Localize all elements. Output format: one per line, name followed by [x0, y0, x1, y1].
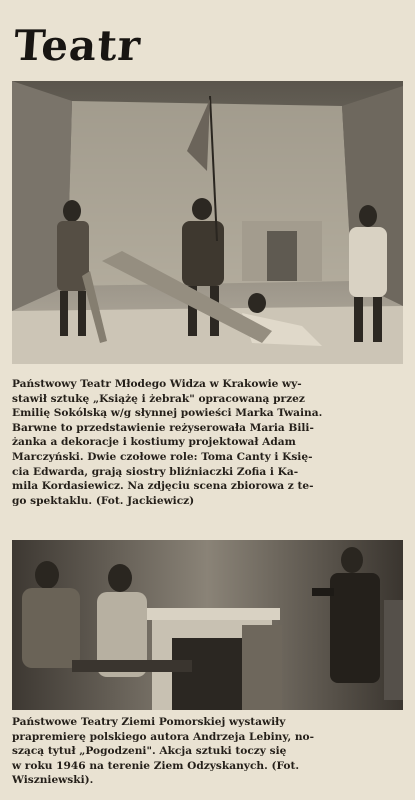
article2-line: w roku 1946 na terenie Ziem Odzyskanych. (Fot.: [12, 759, 300, 772]
article1-line: Marczyński. Dwie czołowe role: Toma Canty i Księ-: [12, 450, 313, 463]
photo-credit: (Fot. Jackiewicz): [95, 494, 195, 507]
article1-line: mila Kordasiewicz. Na zdjęciu scena zbiorowa z te-: [12, 480, 314, 493]
article2-line: Wiszniewski).: [12, 774, 94, 787]
article1-caption: [12, 377, 404, 508]
article2-line: prapremierę polskiego autora Andrzeja Lebiny, no-: [12, 730, 315, 743]
article1-line: Emilię Sokólską w/g słynnej powieści Marka Twaina.: [12, 407, 323, 420]
article1-line: Barwne to przedstawienie reżyserowała Maria Bili-: [12, 421, 314, 434]
article2-line: szącą tytuł „Pogodzeni". Akcja sztuki toczy się: [12, 745, 287, 758]
article1-line: stawił sztukę „Książę i żebrak" opracowaną przez: [12, 392, 305, 405]
article2-line: Państwowe Teatry Ziemi Pomorskiej wystawiły: [12, 716, 286, 728]
article2-caption: [12, 715, 404, 788]
interior-scene-photo: [12, 540, 403, 710]
stage-scene-image: [12, 81, 403, 364]
section-title: Teatr: [12, 21, 143, 70]
article1-line: żanka a dekoracje i kostiumy projektował Adam: [12, 436, 296, 449]
interior-scene-image: [12, 540, 403, 710]
stage-scene-photo: [12, 81, 403, 364]
article1-last-line: [12, 494, 404, 509]
article1-line: cia Edwarda, grają siostry bliźniaczki Zofia i Ka-: [12, 465, 299, 478]
article1-line: Państwowy Teatr Młodego Widza w Krakowie wy-: [12, 378, 302, 390]
article1-line-end: go spektaklu.: [12, 494, 93, 507]
